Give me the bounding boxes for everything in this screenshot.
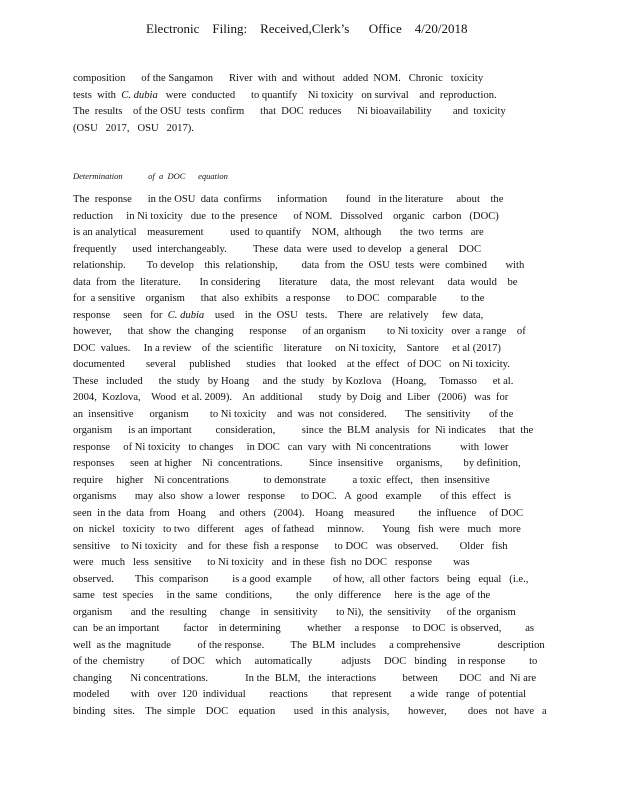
paragraph-line: seen in the data from Hoang and others (2004). Hoang measured the influence of DOC — [73, 507, 524, 519]
paragraph-line: however, that show the changing response of an organism to Ni toxicity over a range of — [73, 326, 526, 337]
paragraph-line: observed. This comparison is a good example of how, all other factors being equal (i.e., — [73, 573, 529, 585]
paragraph-line: of the chemistry of DOC which automatically adjusts DOC binding in response to — [73, 656, 538, 667]
paragraph-line: responses seen at higher Ni concentrations. Since insensitive organisms, by definition, — [73, 458, 521, 469]
paragraph-line: on nickel toxicity to two different ages of fathead minnow. Young fish were much more — [73, 524, 521, 535]
paragraph-line: These included the study by Hoang and the study by Kozlova (Hoang, Tomasso et al. — [73, 375, 514, 387]
paragraph-line: sensitive to Ni toxicity and for these fish a response to DOC was observed. Older fish — [73, 540, 508, 552]
paragraph-line: tests with C. dubia were conducted to quantify Ni toxicity on survival and reproduction. — [73, 89, 497, 101]
paragraph-line: organism and the resulting change in sensitivity to Ni), the sensitivity of the organism — [73, 606, 516, 618]
paragraph-line: 2004, Kozlova, Wood et al. 2009). An additional study by Doig and Liber (2006) was for — [73, 392, 509, 403]
paragraph-line: data from the literature. In considering literature data, the most relevant data would be — [73, 276, 518, 288]
paragraph-line: require higher Ni concentrations to demonstrate a toxic effect, then insensitive — [73, 474, 490, 486]
paragraph-line: for a sensitive organism that also exhibits a response to DOC comparable to the — [73, 293, 485, 304]
paragraph-line: organism is an important consideration, since the BLM analysis for Ni indicates that the — [73, 425, 534, 436]
paragraph-line: an insensitive organism to Ni toxicity and was not considered. The sensitivity of the — [73, 408, 514, 420]
paragraph-line: well as the magnitude of the response. The BLM includes a comprehensive description — [73, 639, 545, 651]
paragraph-line: (OSU 2017, OSU 2017). — [73, 122, 194, 134]
paragraph-line: modeled with over 120 individual reactions that represent a wide range of potential — [73, 689, 527, 700]
page-header: Electronic Filing: Received,Clerk’s Office 4/20/2018 — [146, 21, 468, 36]
paragraph-line: is an analytical measurement used to quantify NOM, although the two terms are — [73, 227, 484, 238]
paragraph-line: changing Ni concentrations. In the BLM, the interactions between DOC and Ni are — [73, 672, 537, 684]
paragraph-line: DOC values. In a review of the scientific literature on Ni toxicity, Santore et al (2017) — [73, 342, 501, 354]
paragraph-line: organisms may also show a lower response to DOC. A good example of this effect is — [73, 491, 512, 502]
paragraph-main — [73, 192, 547, 720]
paragraph-line: composition of the Sangamon River with and without added NOM. Chronic toxicity — [73, 73, 484, 84]
paragraph-line: relationship. To develop this relationship, data from the OSU tests were combined with — [73, 260, 525, 271]
species-name: C. dubia — [121, 89, 158, 101]
paragraph-line: documented several published studies that looked at the effect of DOC on Ni toxicity. — [73, 359, 510, 370]
paragraph-line: reduction in Ni toxicity due to the presence of NOM. Dissolved organic carbon (DOC) — [73, 210, 499, 222]
paragraph-line: binding sites. The simple DOC equation used in this analysis, however, does not have a — [73, 705, 547, 717]
paragraph-line: can be an important factor in determining whether a response to DOC is observed, as — [73, 623, 535, 634]
paragraph-line: response seen for C. dubia used in the OSU tests. There are relatively few data, — [73, 309, 484, 321]
paragraph-line: same test species in the same conditions, the only difference here is the age of the — [73, 590, 491, 601]
paragraph-line: frequently used interchangeably. These data were used to develop a general DOC — [73, 243, 482, 255]
paragraph-top — [73, 71, 539, 137]
section-heading: Determination of a DOC equation — [73, 171, 228, 181]
species-name: C. dubia — [167, 309, 205, 321]
paragraph-line: response of Ni toxicity to changes in DOC can vary with Ni concentrations with lower — [73, 441, 509, 453]
paragraph-line: The results of the OSU tests confirm that DOC reduces Ni bioavailability and toxicity — [73, 106, 506, 117]
paragraph-line: were much less sensitive to Ni toxicity and in these fish no DOC response was — [73, 557, 470, 568]
paragraph-line: The response in the OSU data confirms information found in the literature about the — [73, 194, 504, 205]
